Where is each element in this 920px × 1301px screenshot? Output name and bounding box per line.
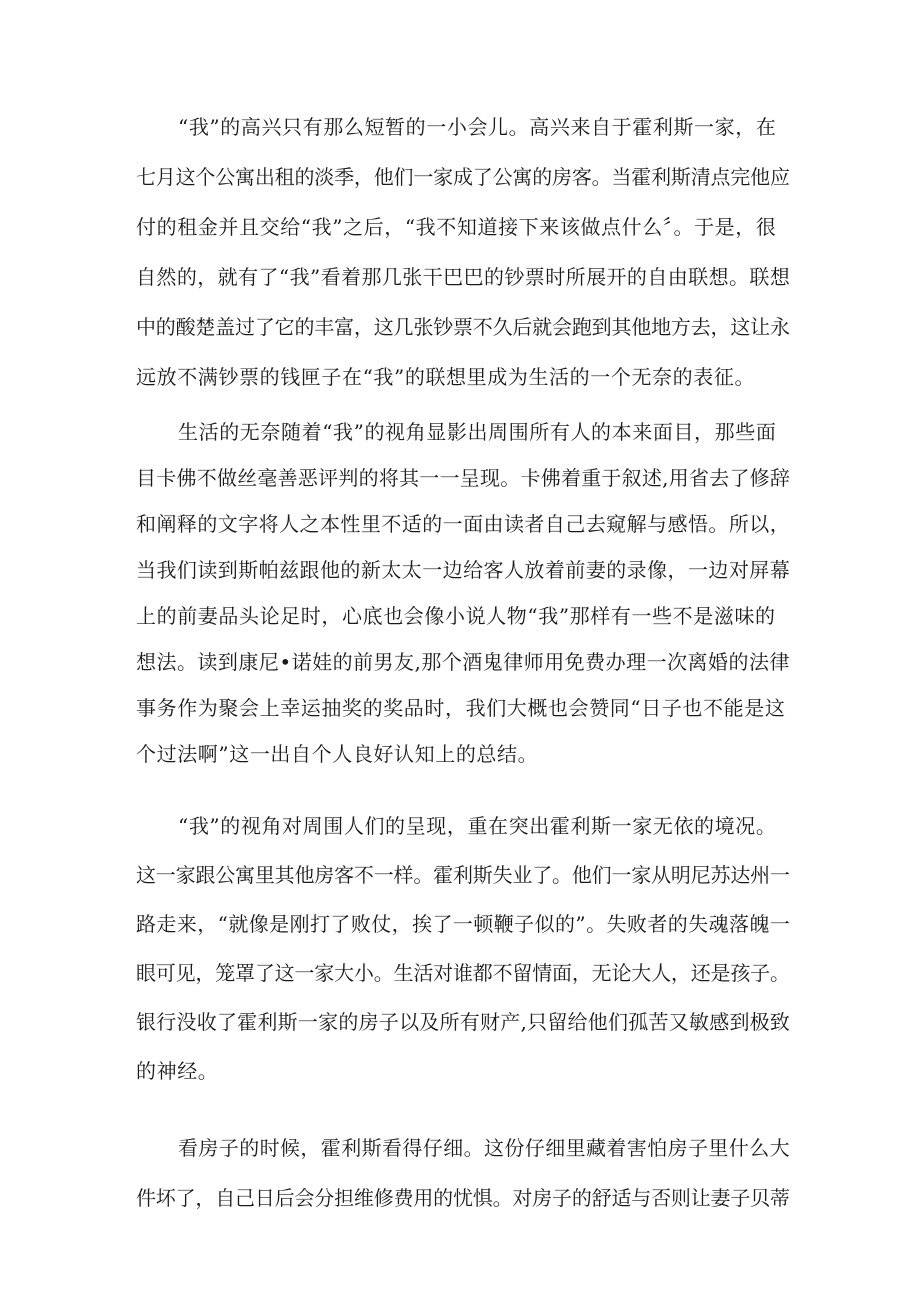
text-line: 件坏了，自己日后会分担维修费用的忧惧。对房子的舒适与否则让妻子贝蒂: [136, 1186, 790, 1210]
text-line: 想法。读到康尼•诺娃的前男友,那个酒鬼律师用免费办理一次离婚的法律: [136, 650, 790, 674]
text-line: 眼可见，笼罩了这一家大小。生活对谁都不留情面，无论大人，还是孩子。: [136, 961, 790, 985]
text-line: 自然的，就有了“我”看着那几张干巴巴的钞票时所展开的自由联想。联想: [136, 265, 791, 289]
text-line: 路走来，“就像是刚打了败仗，挨了一顿鞭子似的”。失败者的失魂落魄一: [136, 912, 791, 936]
text-line: 中的酸楚盖过了它的丰富，这几张钞票不久后就会跑到其他地方去，这让永: [136, 315, 790, 339]
text-line: 上的前妻品头论足时，心底也会像小说人物“我”那样有一些不是滋味的: [136, 604, 776, 628]
text-line: 付的租金并且交给“我”之后，“我不知道接下来该做点什么〞。于是，很: [136, 215, 777, 239]
text-line: 远放不满钞票的钱匣子在“我”的联想里成为生活的一个无奈的表征。: [136, 365, 756, 389]
text-line: 银行没收了霍利斯一家的房子以及所有财产,只留给他们孤苦又敏感到极致: [136, 1010, 791, 1034]
text-line: 生活的无奈随着“我”的视角显影出周围所有人的本来面目，那些面: [178, 420, 777, 444]
text-line: 七月这个公寓出租的淡季，他们一家成了公寓的房客。当霍利斯清点完他应: [136, 165, 790, 189]
text-line: 当我们读到斯帕兹跟他的新太太一边给客人放着前妻的录像，一边对屏幕: [136, 558, 791, 582]
text-line: 看房子的时候，霍利斯看得仔细。这份仔细里藏着害怕房子里什么大: [178, 1136, 790, 1160]
text-line: 事务作为聚会上幸运抽奖的奖品时，我们大概也会赞同“日子也不能是这: [136, 696, 786, 720]
text-line: 目卡佛不做丝毫善恶评判的将其一一呈现。卡佛着重于叙述,用省去了修辞: [136, 466, 791, 490]
text-line: “我”的高兴只有那么短暂的一小会儿。高兴来自于霍利斯一家，在: [178, 115, 777, 139]
text-line: “我”的视角对周围人们的呈现，重在突出霍利斯一家无依的境况。: [178, 814, 777, 838]
text-line: 的神经。: [136, 1059, 219, 1083]
text-line: 和阐释的文字将人之本性里不适的一面由读者自己去窥解与感悟。所以，: [136, 512, 791, 536]
text-line: 这一家跟公寓里其他房客不一样。霍利斯失业了。他们一家从明尼苏达州一: [136, 863, 790, 887]
text-line: 个过法啊”这一出自个人良好认知上的总结。: [136, 742, 539, 766]
